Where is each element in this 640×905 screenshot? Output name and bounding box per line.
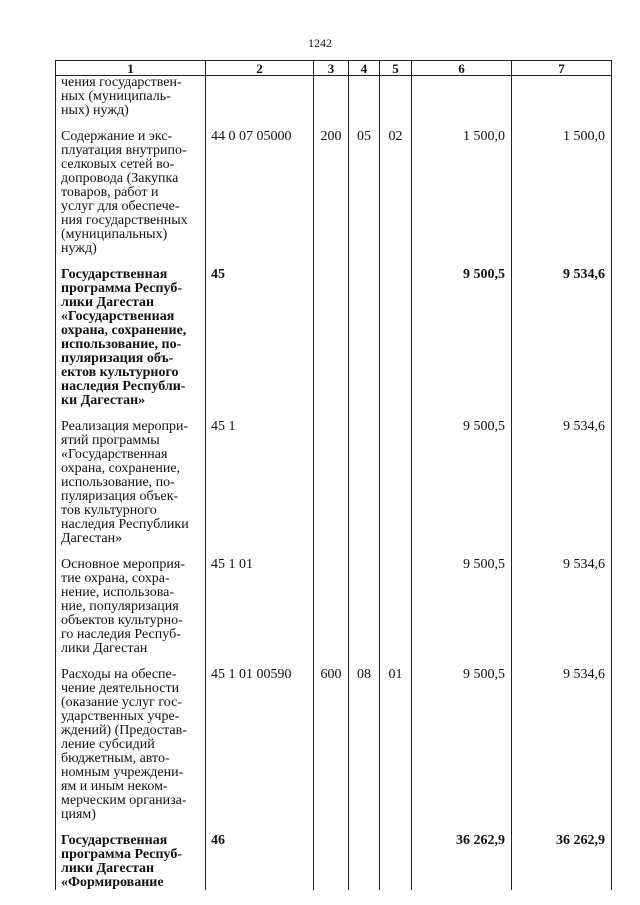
page-number: 1242 xyxy=(308,36,332,50)
budget-table xyxy=(55,60,612,890)
column-header: 5 xyxy=(380,61,412,76)
row-name-cell: Основное мероприя- тие охрана, сохра- нение, использова- ние, популяризация объектов культурно- го наследия Респуб- лики Дагестан xyxy=(56,558,206,656)
row-amount-year2-cell: 9 534,6 xyxy=(512,420,612,546)
header-row xyxy=(56,61,612,76)
spacer-cell xyxy=(380,408,412,420)
spacer-cell xyxy=(349,408,380,420)
row-rz-cell: 08 xyxy=(349,668,380,822)
spacer-cell xyxy=(314,408,349,420)
table-row xyxy=(56,558,612,656)
row-code-cell xyxy=(206,76,314,119)
spacer-cell xyxy=(314,546,349,558)
spacer-cell xyxy=(349,546,380,558)
row-name-cell: Реализация меропри- ятий программы «Государственная охрана, сохранение, использование, по- пуляризация объек- тов культурного наследия Республики Дагестан» xyxy=(56,420,206,546)
row-name-cell: Содержание и экс- плуатация внутрипо- селковых сетей во- допровода (Закупка товаров, работ и услуг для обеспече- ния государственных (муниципальных) нужд) xyxy=(56,130,206,256)
table-row xyxy=(56,130,612,256)
row-rz-cell xyxy=(349,558,380,656)
row-code-cell: 46 xyxy=(206,834,314,890)
column-header: 6 xyxy=(412,61,512,76)
row-rz-cell xyxy=(349,420,380,546)
table-row xyxy=(56,834,612,890)
row-vr-cell: 600 xyxy=(314,668,349,822)
row-amount-year1-cell: 9 500,5 xyxy=(412,420,512,546)
row-vr-cell xyxy=(314,420,349,546)
row-vr-cell xyxy=(314,558,349,656)
row-rz-cell xyxy=(349,834,380,890)
table-row xyxy=(56,420,612,546)
row-code-cell: 44 0 07 05000 xyxy=(206,130,314,256)
column-header: 3 xyxy=(314,61,349,76)
row-code-cell: 45 1 01 xyxy=(206,558,314,656)
column-header: 7 xyxy=(512,61,612,76)
row-code-cell: 45 1 xyxy=(206,420,314,546)
row-pr-cell xyxy=(380,76,412,119)
table-row xyxy=(56,668,612,822)
row-amount-year1-cell: 1 500,0 xyxy=(412,130,512,256)
row-code-cell: 45 1 01 00590 xyxy=(206,668,314,822)
column-header: 1 xyxy=(56,61,206,76)
row-name-cell: Расходы на обеспе- чение деятельности (оказание услуг гос- ударственных учре- ждений) (Предостав- ление субсидий бюджетным, авто- номным учреждени- ям и иным неком- мерческим организа- циям) xyxy=(56,668,206,822)
spacer-cell xyxy=(349,256,380,268)
row-rz-cell xyxy=(349,76,380,119)
row-amount-year2-cell xyxy=(512,76,612,119)
spacer-cell xyxy=(349,822,380,834)
row-pr-cell xyxy=(380,420,412,546)
row-amount-year2-cell: 36 262,9 xyxy=(512,834,612,890)
row-vr-cell xyxy=(314,76,349,119)
row-pr-cell xyxy=(380,268,412,408)
row-pr-cell: 01 xyxy=(380,668,412,822)
row-amount-year1-cell: 9 500,5 xyxy=(412,268,512,408)
row-amount-year1-cell: 36 262,9 xyxy=(412,834,512,890)
row-vr-cell xyxy=(314,268,349,408)
row-pr-cell xyxy=(380,834,412,890)
table-row xyxy=(56,76,612,119)
row-rz-cell: 05 xyxy=(349,130,380,256)
column-header: 2 xyxy=(206,61,314,76)
row-amount-year2-cell: 9 534,6 xyxy=(512,558,612,656)
spacer-cell xyxy=(314,822,349,834)
row-vr-cell: 200 xyxy=(314,130,349,256)
row-name-cell: чения государствен- ных (муниципаль- ных) нужд) xyxy=(56,76,206,119)
row-pr-cell: 02 xyxy=(380,130,412,256)
row-vr-cell xyxy=(314,834,349,890)
spacer-cell xyxy=(380,256,412,268)
spacer-cell xyxy=(314,256,349,268)
row-amount-year1-cell xyxy=(412,76,512,119)
row-amount-year2-cell: 9 534,6 xyxy=(512,668,612,822)
table-row xyxy=(56,268,612,408)
column-header: 4 xyxy=(349,61,380,76)
row-pr-cell xyxy=(380,558,412,656)
row-amount-year1-cell: 9 500,5 xyxy=(412,558,512,656)
row-amount-year2-cell: 1 500,0 xyxy=(512,130,612,256)
row-amount-year1-cell: 9 500,5 xyxy=(412,668,512,822)
row-name-cell: Государственная программа Респуб- лики Дагестан «Формирование xyxy=(56,834,206,890)
spacer-cell xyxy=(380,546,412,558)
row-code-cell: 45 xyxy=(206,268,314,408)
row-name-cell: Государственная программа Респуб- лики Дагестан «Государственная охрана, сохранение, использование, по- пуляризация объ- ектов культурного наследия Республи- ки Дагестан» xyxy=(56,268,206,408)
row-amount-year2-cell: 9 534,6 xyxy=(512,268,612,408)
spacer-cell xyxy=(380,822,412,834)
row-rz-cell xyxy=(349,268,380,408)
